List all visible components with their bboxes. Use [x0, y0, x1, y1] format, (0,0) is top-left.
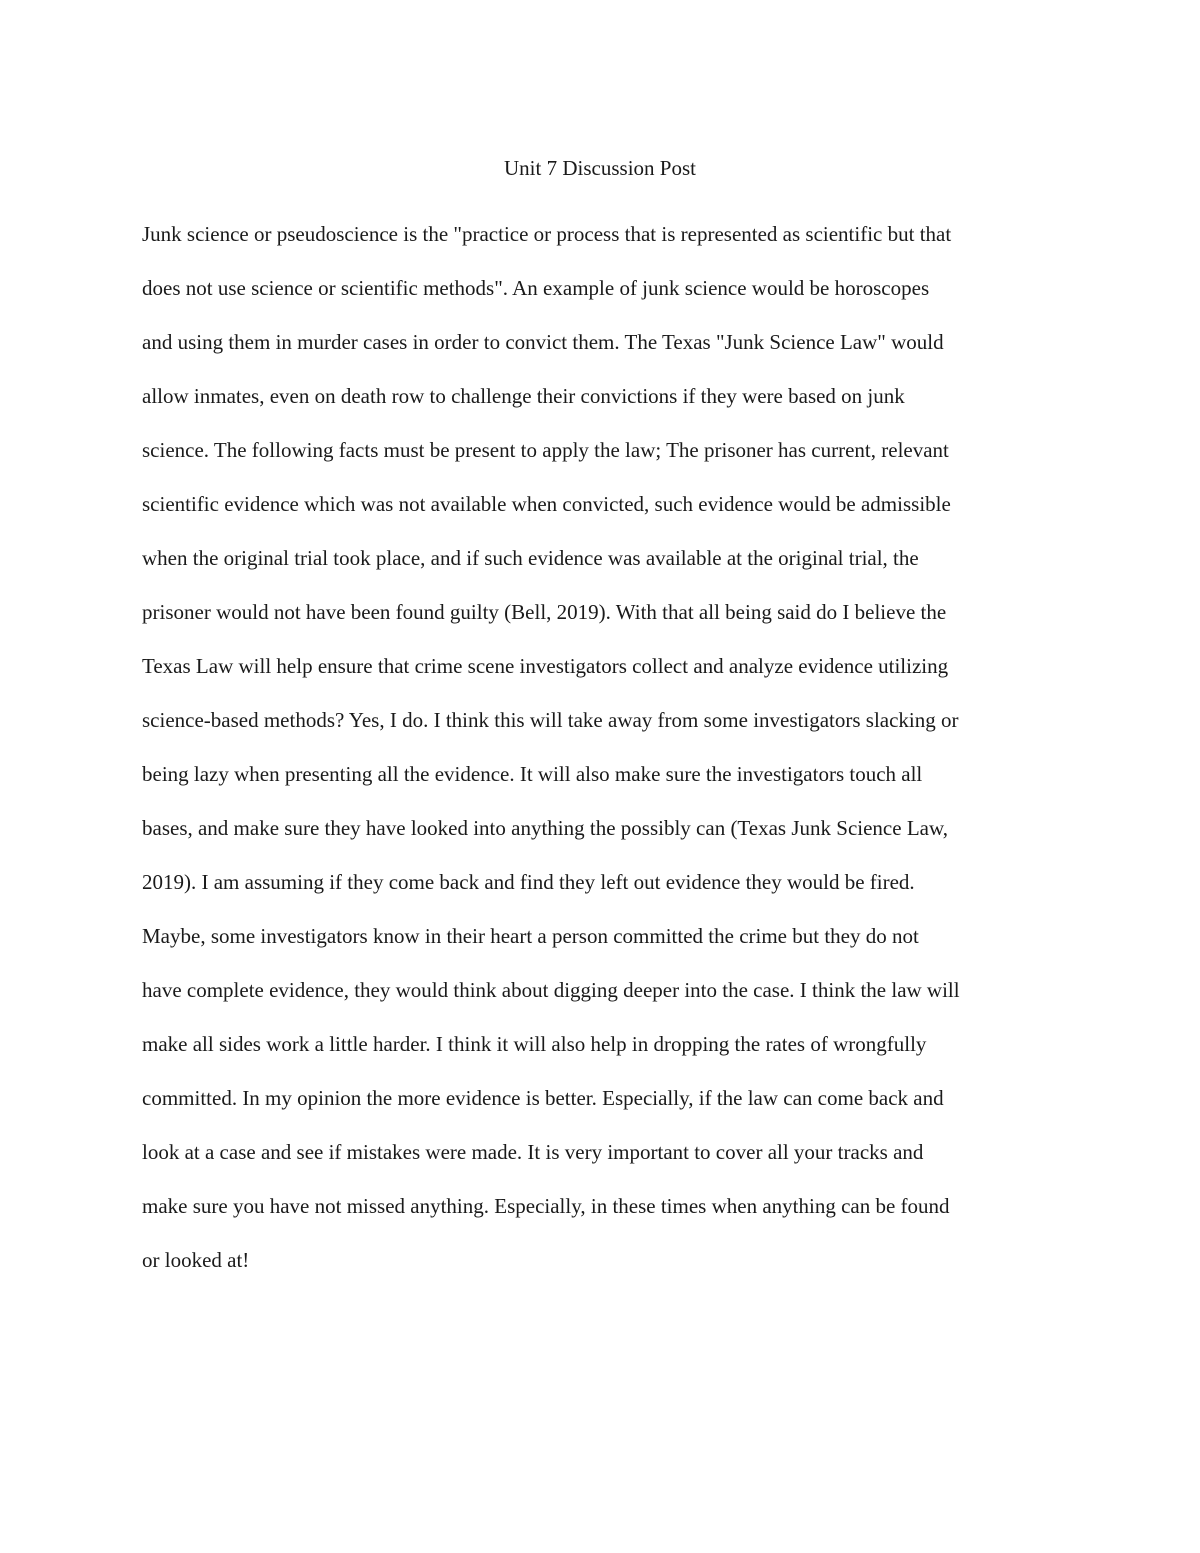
body-line: bases, and make sure they have looked into anything the possibly can (Texas Junk Science Law, [142, 816, 949, 840]
body-line: science-based methods? Yes, I do. I think this will take away from some investigators slacking or [142, 708, 959, 732]
body-line: Maybe, some investigators know in their heart a person committed the crime but they do not [142, 924, 919, 948]
body-line: allow inmates, even on death row to challenge their convictions if they were based on junk [142, 384, 905, 408]
body-line: does not use science or scientific methods". An example of junk science would be horoscopes [142, 276, 930, 300]
body-line: and using them in murder cases in order to convict them. The Texas "Junk Science Law" would [142, 330, 944, 354]
page-title: Unit 7 Discussion Post [504, 156, 696, 180]
body-line: or looked at! [142, 1248, 250, 1272]
body-line: committed. In my opinion the more evidence is better. Especially, if the law can come back and [142, 1086, 944, 1110]
body-line: 2019). I am assuming if they come back and find they left out evidence they would be fired. [142, 870, 915, 894]
body-line: Junk science or pseudoscience is the "practice or process that is represented as scientific but that [142, 222, 952, 246]
body-line: make all sides work a little harder. I think it will also help in dropping the rates of wrongfully [142, 1032, 927, 1056]
body-line: science. The following facts must be present to apply the law; The prisoner has current, relevant [142, 438, 949, 462]
body-line: prisoner would not have been found guilty (Bell, 2019). With that all being said do I believe the [142, 600, 947, 624]
body-line: scientific evidence which was not available when convicted, such evidence would be admissible [142, 492, 951, 516]
body-line: make sure you have not missed anything. Especially, in these times when anything can be found [142, 1194, 950, 1218]
body-line: look at a case and see if mistakes were made. It is very important to cover all your tracks and [142, 1140, 924, 1164]
body-line: when the original trial took place, and if such evidence was available at the original trial, the [142, 546, 919, 570]
body-line: Texas Law will help ensure that crime scene investigators collect and analyze evidence utilizing [142, 654, 949, 678]
body-line: being lazy when presenting all the evidence. It will also make sure the investigators touch all [142, 762, 923, 786]
body-line: have complete evidence, they would think about digging deeper into the case. I think the law will [142, 978, 960, 1002]
